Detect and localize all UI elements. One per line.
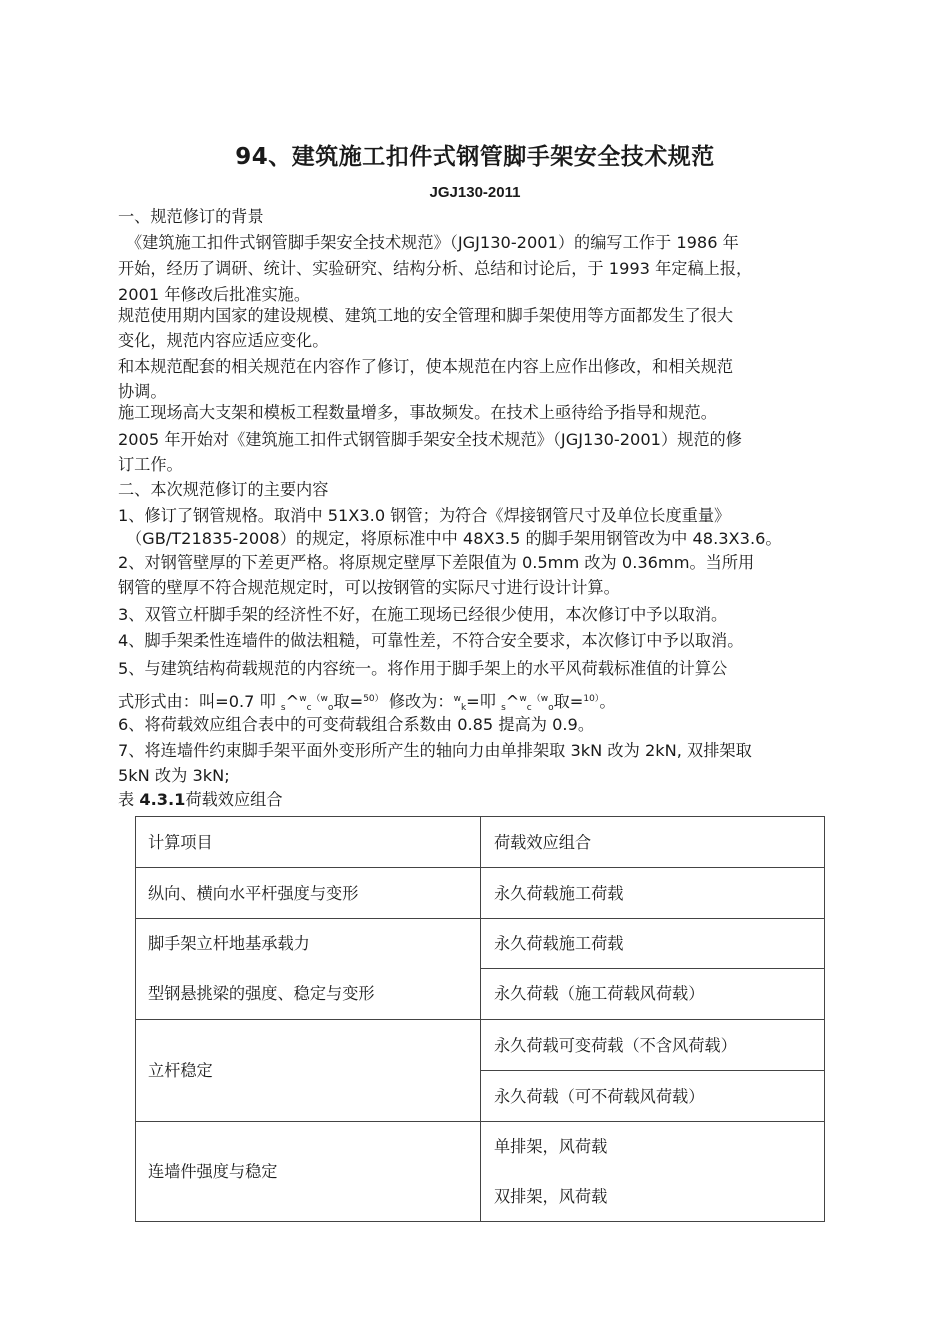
table-cell-combo: 永久荷载（施工荷载风荷载） (494, 984, 705, 1003)
paragraph-line: 2、对钢管壁厚的下差更严格。将原规定壁厚下差限值为 0.5mm 改为 0.36mm。当所用 (118, 553, 755, 572)
table-cell-combo: 永久荷载可变荷载（不含风荷载） (494, 1036, 737, 1055)
table-cell-combo: 永久荷载（可不荷载风荷载） (494, 1087, 705, 1106)
table-header-combo: 荷载效应组合 (494, 833, 592, 852)
load-combination-table (135, 816, 825, 1221)
table-header-item: 计算项目 (148, 833, 213, 852)
paragraph-line: 2001 年修改后批准实施。 (118, 285, 311, 304)
paragraph-line: 订工作。 (118, 455, 183, 474)
table-cell-item: 立杆稳定 (148, 1061, 213, 1080)
table-cell-combo: 永久荷载施工荷载 (494, 884, 624, 903)
table-cell-combo: 双排架，风荷载 (494, 1187, 608, 1206)
paragraph-line: 4、脚手架柔性连墙件的做法粗糙，可靠性差，不符合安全要求，本次修订中予以取消。 (118, 631, 744, 650)
paragraph-line: 5kN 改为 3kN; (118, 766, 230, 785)
paragraph-line: 《建筑施工扣件式钢管脚手架安全技术规范》（JGJ130-2001）的编写工作于 1986 年 (126, 233, 739, 252)
paragraph-line: 和本规范配套的相关规范在内容作了修订，使本规范在内容上应作出修改，和相关规范 (118, 357, 734, 376)
paragraph-line: 开始，经历了调研、统计、实验研究、结构分析、总结和讨论后，于 1993 年定稿上报， (118, 259, 753, 278)
table-cell-item: 连墙件强度与稳定 (148, 1162, 278, 1181)
paragraph-line: 1、修订了钢管规格。取消中 51X3.0 钢管；为符合《焊接钢管尺寸及单位长度重量》 (118, 506, 731, 525)
paragraph-line: 6、将荷载效应组合表中的可变荷载组合系数由 0.85 提高为 0.9。 (118, 715, 595, 734)
table-cell-combo: 永久荷载施工荷载 (494, 934, 624, 953)
paragraph-line: 7、将连墙件约束脚手架平面外变形所产生的轴向力由单排架取 3kN 改为 2kN, 双排架取 (118, 741, 752, 760)
paragraph-line: 协调。 (118, 382, 167, 401)
table-cell-item: 脚手架立杆地基承载力 (148, 934, 310, 953)
paragraph-line: 2005 年开始对《建筑施工扣件式钢管脚手架安全技术规范》（JGJ130-2001）规范的修 (118, 430, 742, 449)
paragraph-line: 3、双管立杆脚手架的经济性不好，在施工现场已经很少使用，本次修订中予以取消。 (118, 605, 728, 624)
section-heading: 二、本次规范修订的主要内容 (118, 480, 329, 499)
table-caption: 表 4.3.1荷载效应组合 (118, 790, 283, 809)
formula-line: 式形式由：叫=0.7 叩 $_s$^$^w_c^{(w}_o$取=$^{50)}$ 修改为：$^w_k$=叩 $_s$^$^w_c^{(w}_o$取=$^{10)}$。 (118, 692, 616, 713)
table-cell-item: 纵向、横向水平杆强度与变形 (148, 884, 359, 903)
paragraph-line: （GB/T21835-2008）的规定，将原标准中中 48X3.5 的脚手架用钢管改为中 48.3X3.6。 (126, 529, 782, 548)
standard-code: JGJ130-2011 (429, 184, 521, 201)
paragraph-line: 变化，规范内容应适应变化。 (118, 331, 329, 350)
paragraph-line: 钢管的壁厚不符合规范规定时，可以按钢管的实际尺寸进行设计计算。 (118, 578, 620, 597)
table-cell-item: 型钢悬挑梁的强度、稳定与变形 (148, 984, 375, 1003)
paragraph-line: 施工现场高大支架和模板工程数量增多，事故频发。在技术上亟待给予指导和规范。 (118, 403, 717, 422)
paragraph-line: 规范使用期内国家的建设规模、建筑工地的安全管理和脚手架使用等方面都发生了很大 (118, 306, 734, 325)
paragraph-line: 5、与建筑结构荷载规范的内容统一。将作用于脚手架上的水平风荷载标准值的计算公 (118, 659, 728, 678)
section-heading: 一、规范修订的背景 (118, 207, 264, 226)
table-cell-combo: 单排架，风荷载 (494, 1137, 608, 1156)
document-title: 94、建筑施工扣件式钢管脚手架安全技术规范 (235, 144, 715, 170)
